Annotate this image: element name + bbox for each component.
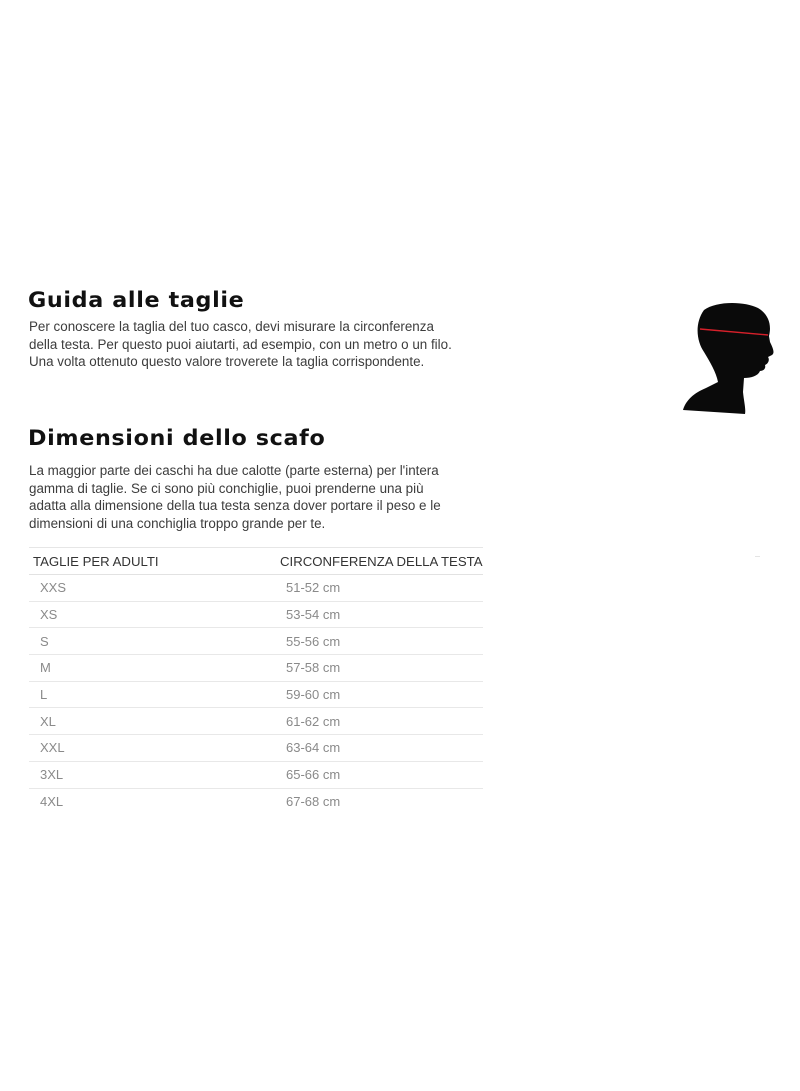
size-guide-description [29, 318, 452, 371]
size-cell: 3XL [40, 767, 64, 783]
decorative-mark [755, 556, 760, 557]
shell-dimensions-title: Dimensioni dello scafo [28, 426, 326, 450]
column-header-adult-sizes: TAGLIE PER ADULTI [33, 553, 159, 569]
table-header [29, 547, 483, 575]
size-cell: XXL [40, 740, 65, 756]
table-row [29, 628, 483, 655]
table-row [29, 789, 483, 815]
column-header-head-circumference: CIRCONFERENZA DELLA TESTA [280, 553, 483, 569]
table-row [29, 762, 483, 789]
size-guide-line: Per conoscere la taglia del tuo casco, devi misurare la circonferenza [29, 319, 434, 334]
size-cell: XS [40, 607, 58, 623]
head-silhouette-icon [682, 302, 774, 416]
shell-dimensions-line: adatta alla dimensione della tua testa senza dover portare il peso e le [29, 498, 441, 513]
circumference-cell: 51-52 cm [286, 580, 341, 596]
circumference-cell: 65-66 cm [286, 767, 341, 783]
table-row [29, 655, 483, 682]
size-cell: 4XL [40, 793, 64, 809]
size-guide-title: Guida alle taglie [28, 288, 245, 312]
size-cell: XXS [40, 580, 67, 596]
table-row [29, 708, 483, 735]
size-cell: XL [40, 713, 56, 729]
shell-dimensions-line: La maggior parte dei caschi ha due calotte (parte esterna) per l'intera [29, 463, 439, 478]
circumference-cell: 57-58 cm [286, 660, 341, 676]
circumference-cell: 53-54 cm [286, 607, 341, 623]
table-row [29, 575, 483, 602]
circumference-cell: 67-68 cm [286, 793, 341, 809]
circumference-cell: 63-64 cm [286, 740, 341, 756]
table-row [29, 602, 483, 629]
size-guide-line: Una volta ottenuto questo valore troverete la taglia corrispondente. [29, 354, 425, 369]
shell-dimensions-description [29, 462, 441, 532]
size-cell: S [40, 633, 49, 649]
shell-dimensions-line: gamma di taglie. Se ci sono più conchiglie, puoi prenderne una più [29, 480, 424, 496]
circumference-cell: 59-60 cm [286, 687, 341, 703]
size-table [29, 547, 483, 814]
table-row [29, 682, 483, 709]
size-cell: M [40, 660, 51, 676]
shell-dimensions-line: dimensioni di una conchiglia troppo grande per te. [29, 515, 326, 531]
circumference-cell: 55-56 cm [286, 633, 341, 649]
circumference-cell: 61-62 cm [286, 713, 341, 729]
size-cell: L [40, 687, 48, 703]
size-guide-line: della testa. Per questo puoi aiutarti, ad esempio, con un metro o un filo. [29, 336, 452, 352]
table-row [29, 735, 483, 762]
